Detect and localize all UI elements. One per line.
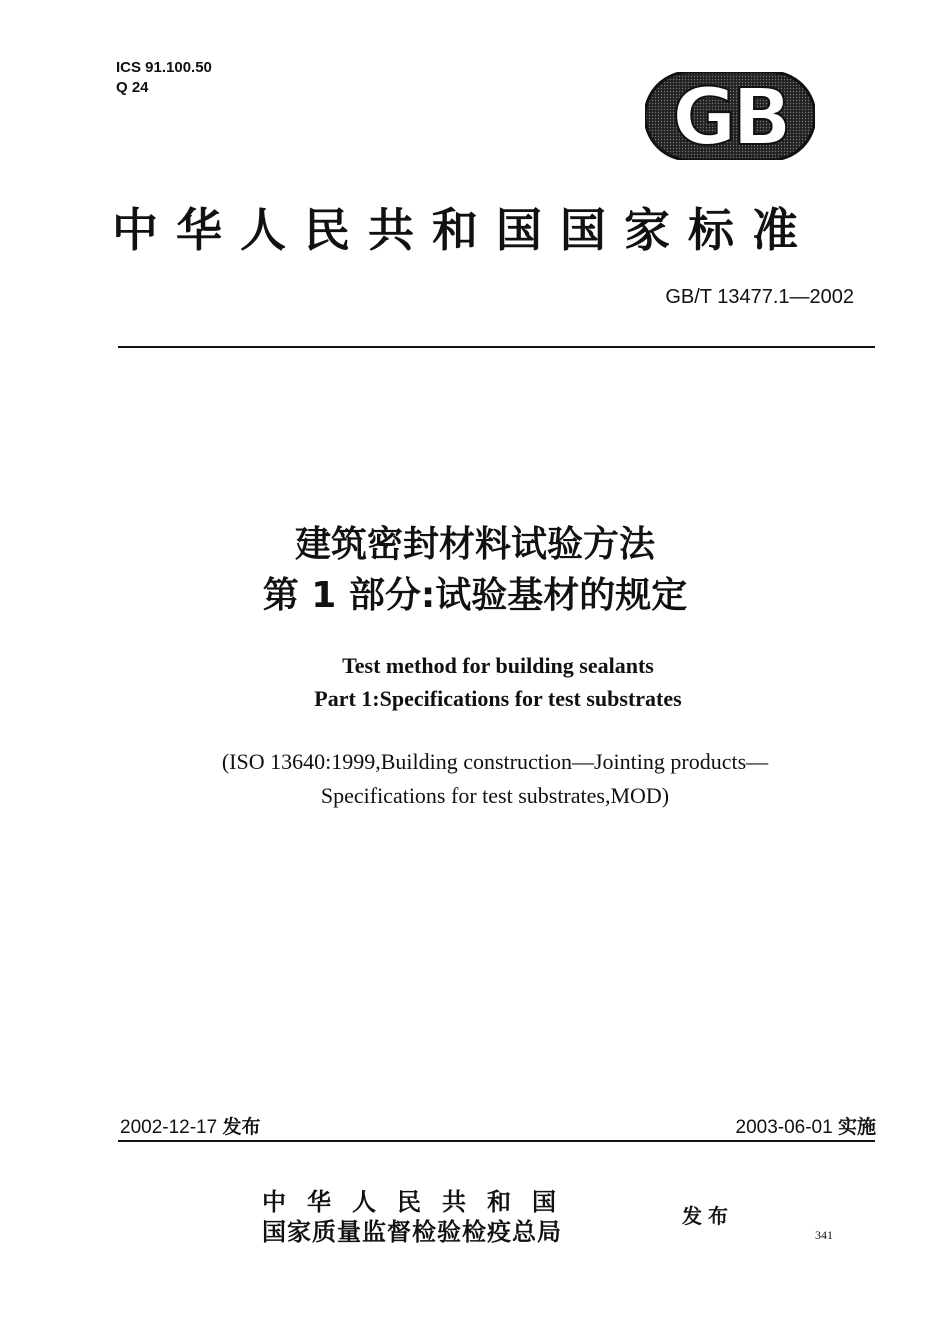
classification-codes <box>116 58 212 98</box>
issuer-line2: 国家质量监督检验检疫总局 <box>262 1217 562 1246</box>
bottom-divider <box>118 1140 875 1142</box>
gb-logo-icon <box>645 72 815 160</box>
ccs-code: Q 24 <box>116 79 149 96</box>
issue-date-value: 2002-12-17 <box>120 1117 218 1138</box>
implementation-date-value: 2003-06-01 <box>735 1117 833 1138</box>
issuer-line1: 中华人民共和国 <box>262 1187 577 1216</box>
page-number: 341 <box>815 1228 833 1242</box>
main-title: 中华人民共和国国家标准 <box>112 203 816 257</box>
chinese-title-line1: 建筑密封材料试验方法 <box>294 524 655 565</box>
iso-reference-line1: (ISO 13640:1999,Building construction—Jointing products— <box>221 749 769 774</box>
top-divider <box>118 346 875 348</box>
issue-date <box>120 1112 261 1139</box>
english-title-line2: Part 1:Specifications for test substrates <box>314 686 682 711</box>
publish-label: 发布 <box>682 1204 734 1228</box>
svg-text:GB: GB <box>672 73 788 160</box>
standard-number: GB/T 13477.1—2002 <box>665 286 854 308</box>
chinese-title-line2: 第 1 部分:试验基材的规定 <box>262 575 688 616</box>
issuing-authority <box>262 1187 577 1247</box>
iso-reference-line2: Specifications for test substrates,MOD) <box>320 783 670 808</box>
issue-label: 发布 <box>222 1116 261 1138</box>
implementation-label: 实施 <box>837 1116 876 1138</box>
ics-code: ICS 91.100.50 <box>116 59 212 76</box>
english-title-line1: Test method for building sealants <box>342 653 654 678</box>
implementation-date <box>736 1112 877 1139</box>
